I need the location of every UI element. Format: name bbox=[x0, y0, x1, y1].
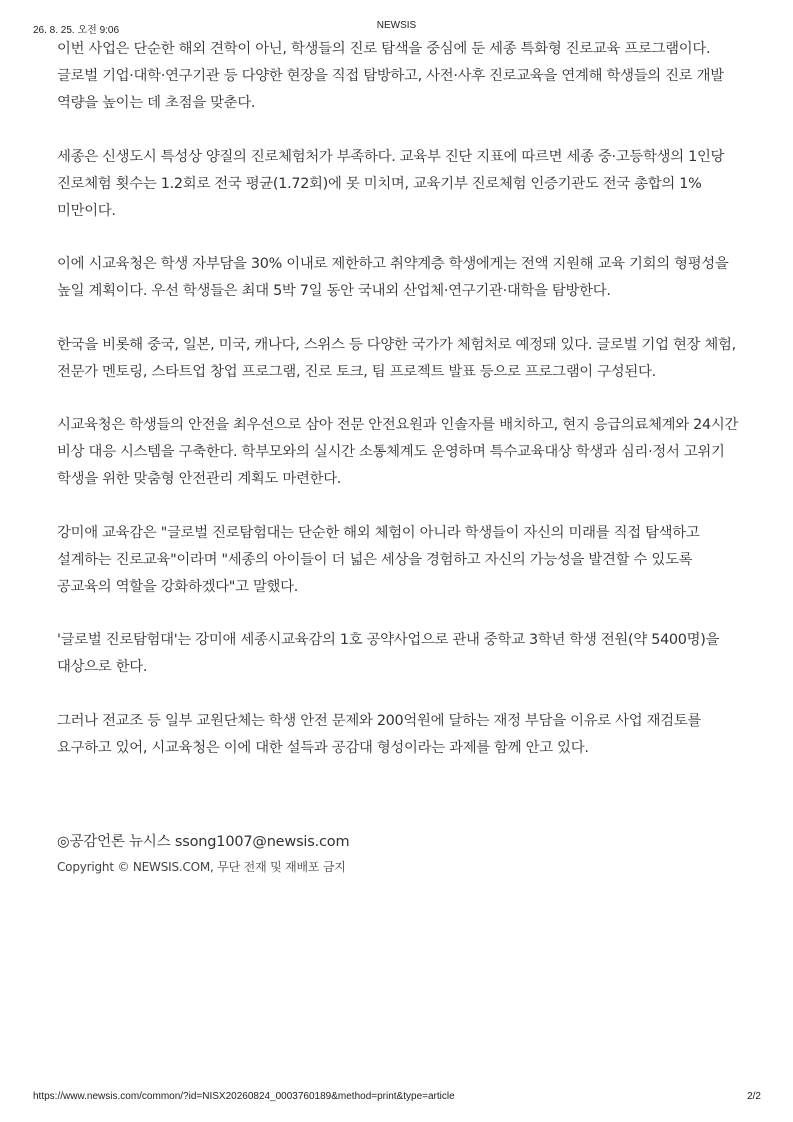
article-body bbox=[57, 36, 749, 788]
article-paragraph: 강미애 교육감은 "글로벌 진로탐험대는 단순한 해외 체험이 아니라 학생들이 자신의 미래를 직접 탐색하고 설계하는 진로교육"이라며 "세종의 아이들이 더 넓은 세상을 경험하고 자신의 가능성을 발견할 수 있도록 공교육의 역할을 강화하겠다"고 말했다. bbox=[57, 524, 700, 596]
article-paragraph: 이번 사업은 단순한 해외 견학이 아닌, 학생들의 진로 탐색을 중심에 둔 세종 특화형 진로교육 프로그램이다. 글로벌 기업·대학·연구기관 등 다양한 현장을 직접 탐방하고, 사전·사후 진로교육을 연계해 학생들의 진로 개발 역량을 높이는 데 초점을 맞춘다. bbox=[57, 41, 724, 112]
article-paragraph: 세종은 신생도시 특성상 양질의 진로체험처가 부족하다. 교육부 진단 지표에 따르면 세종 중·고등학생의 1인당 진로체험 횟수는 1.2회로 전국 평균(1.72회)에 못 미치며, 교육기부 진로체험 인증기관도 전국 총합의 1% 미만이다. bbox=[57, 148, 725, 220]
article-paragraph: 이에 시교육청은 학생 자부담을 30% 이내로 제한하고 취약계층 학생에게는 전액 지원해 교육 기회의 형평성을 높일 계획이다. 우선 학생들은 최대 5박 7일 동안 국내외 산업체·연구기관·대학을 탐방한다. bbox=[57, 256, 729, 300]
article-paragraph: 그러나 전교조 등 일부 교원단체는 학생 안전 문제와 200억원에 달하는 재정 부담을 이유로 사업 재검토를 요구하고 있어, 시교육청은 이에 대한 설득과 공감대 형성이라는 과제를 함께 안고 있다. bbox=[57, 712, 702, 756]
byline: ◎공감언론 뉴시스 ssong1007@newsis.com bbox=[57, 834, 350, 850]
page-url: https://www.newsis.com/common/?id=NISX20260824_0003760189&method=print&type=article bbox=[33, 1091, 455, 1102]
article-paragraph: '글로벌 진로탐험대'는 강미애 세종시교육감의 1호 공약사업으로 관내 중학교 3학년 학생 전원(약 5400명)을 대상으로 한다. bbox=[57, 632, 720, 676]
copyright-notice: Copyright © NEWSIS.COM, 무단 전재 및 재배포 금지 bbox=[57, 860, 346, 874]
site-name: NEWSIS bbox=[376, 20, 417, 31]
page-number: 2/2 bbox=[747, 1091, 761, 1102]
article-paragraph: 한국을 비롯해 중국, 일본, 미국, 캐나다, 스위스 등 다양한 국가가 체험처로 예정돼 있다. 글로벌 기업 현장 체험, 전문가 멘토링, 스타트업 창업 프로그램, 진로 토크, 팀 프로젝트 발표 등으로 프로그램이 구성된다. bbox=[57, 336, 736, 380]
print-datetime: 26. 8. 25. 오전 9:06 bbox=[33, 25, 120, 36]
article-paragraph: 시교육청은 학생들의 안전을 최우선으로 삼아 전문 안전요원과 인솔자를 배치하고, 현지 응급의료체계와 24시간 비상 대응 시스템을 구축한다. 학부모와의 실시간 소통체계도 운영하며 특수교육대상 학생과 심리·정서 고위기 학생을 위한 맞춤형 안전관리 계획도 마련한다. bbox=[57, 417, 739, 488]
